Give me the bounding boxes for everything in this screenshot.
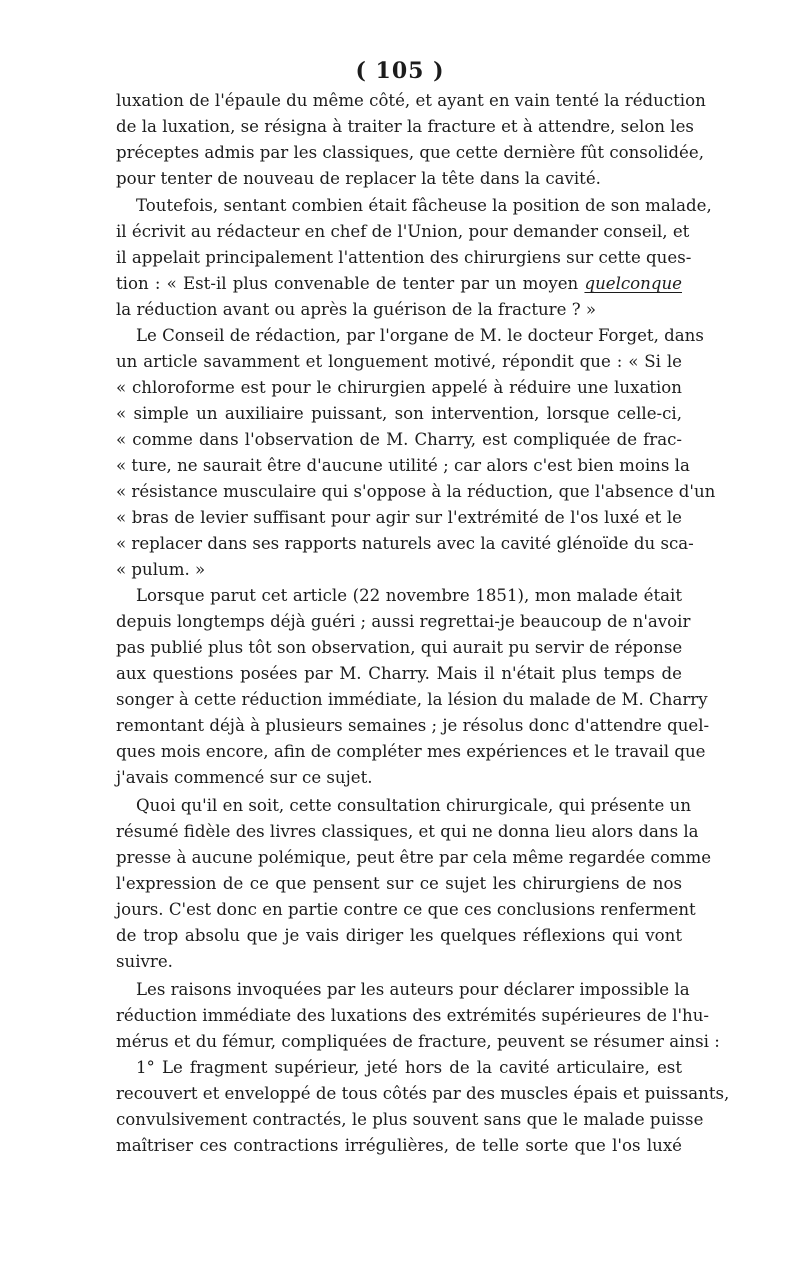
text-line: « replacer dans ses rapports naturels avec la cavité glénoïde du sca- xyxy=(116,534,694,553)
text-line: il écrivit au rédacteur en chef de l'Union, pour demander conseil, et xyxy=(116,222,690,241)
text-line: jours. C'est donc en partie contre ce que ces conclusions renferment xyxy=(116,900,696,919)
text-line: remontant déjà à plusieurs semaines ; je résolus donc d'attendre quel- xyxy=(116,716,710,735)
text-line: « simple un auxiliaire puissant, son intervention, lorsque celle-ci, xyxy=(116,404,682,423)
text-line: « comme dans l'observation de M. Charry, est compliquée de frac- xyxy=(116,430,682,449)
text-line: un article savamment et longuement motivé, répondit que : « Si le xyxy=(116,352,682,371)
text-line: « ture, ne saurait être d'aucune utilité ; car alors c'est bien moins la xyxy=(116,456,690,475)
text-line: de trop absolu que je vais diriger les quelques réflexions qui vont xyxy=(116,926,682,945)
page-number: ( 105 ) xyxy=(355,58,445,84)
text-line: pas publié plus tôt son observation, qui aurait pu servir de réponse xyxy=(116,638,683,657)
text-line: maîtriser ces contractions irrégulières, de telle sorte que l'os luxé xyxy=(116,1136,682,1155)
text-line: suivre. xyxy=(116,952,173,971)
text-line: pour tenter de nouveau de replacer la tête dans la cavité. xyxy=(116,169,601,188)
text-line: la réduction avant ou après la guérison de la fracture ? » xyxy=(116,300,597,319)
text-line: mérus et du fémur, compliquées de fracture, peuvent se résumer ainsi : xyxy=(116,1032,720,1051)
text-line: réduction immédiate des luxations des extrémités supérieures de l'hu- xyxy=(116,1006,710,1025)
text-line: l'expression de ce que pensent sur ce sujet les chirurgiens de nos xyxy=(116,874,682,893)
text-line: Le Conseil de rédaction, par l'organe de M. le docteur Forget, dans xyxy=(136,326,704,345)
text-line: depuis longtemps déjà guéri ; aussi regrettai-je beaucoup de n'avoir xyxy=(116,612,691,631)
text-line: « pulum. » xyxy=(116,560,206,579)
text-line: Quoi qu'il en soit, cette consultation chirurgicale, qui présente un xyxy=(136,796,692,815)
text-line: Toutefois, sentant combien était fâcheuse la position de son malade, xyxy=(136,196,712,215)
text-line: Lorsque parut cet article (22 novembre 1851), mon malade était xyxy=(136,586,682,605)
text-line: convulsivement contractés, le plus souvent sans que le malade puisse xyxy=(116,1110,704,1129)
text-line: ques mois encore, afin de compléter mes expériences et le travail que xyxy=(116,742,706,761)
text-line: recouvert et enveloppé de tous côtés par des muscles épais et puissants, xyxy=(116,1084,730,1103)
line-text: tion : « Est-il plus convenable de tenter par un moyen xyxy=(116,274,579,293)
text-line: aux questions posées par M. Charry. Mais il n'était plus temps de xyxy=(116,664,682,683)
italic-word: quelconque xyxy=(584,274,682,293)
text-line: « bras de levier suffisant pour agir sur l'extrémité de l'os luxé et le xyxy=(116,508,682,527)
text-line: « chloroforme est pour le chirurgien appelé à réduire une luxation xyxy=(116,378,682,397)
text-line: presse à aucune polémique, peut être par cela même regardée comme xyxy=(116,848,712,867)
text-line: Les raisons invoquées par les auteurs pour déclarer impossible la xyxy=(136,980,690,999)
text-line: songer à cette réduction immédiate, la lésion du malade de M. Charry xyxy=(116,690,708,709)
text-line xyxy=(116,271,682,297)
text-line: il appelait principalement l'attention des chirurgiens sur cette ques- xyxy=(116,248,692,267)
text-line: j'avais commencé sur ce sujet. xyxy=(116,768,373,787)
text-line: « résistance musculaire qui s'oppose à la réduction, que l'absence d'un xyxy=(116,482,716,501)
text-line: 1° Le fragment supérieur, jeté hors de la cavité articulaire, est xyxy=(136,1058,682,1077)
text-line: résumé fidèle des livres classiques, et qui ne donna lieu alors dans la xyxy=(116,822,699,841)
text-line: préceptes admis par les classiques, que cette dernière fût consolidée, xyxy=(116,143,704,162)
text-line: luxation de l'épaule du même côté, et ayant en vain tenté la réduction xyxy=(116,91,706,110)
text-line: de la luxation, se résigna à traiter la fracture et à attendre, selon les xyxy=(116,117,694,136)
